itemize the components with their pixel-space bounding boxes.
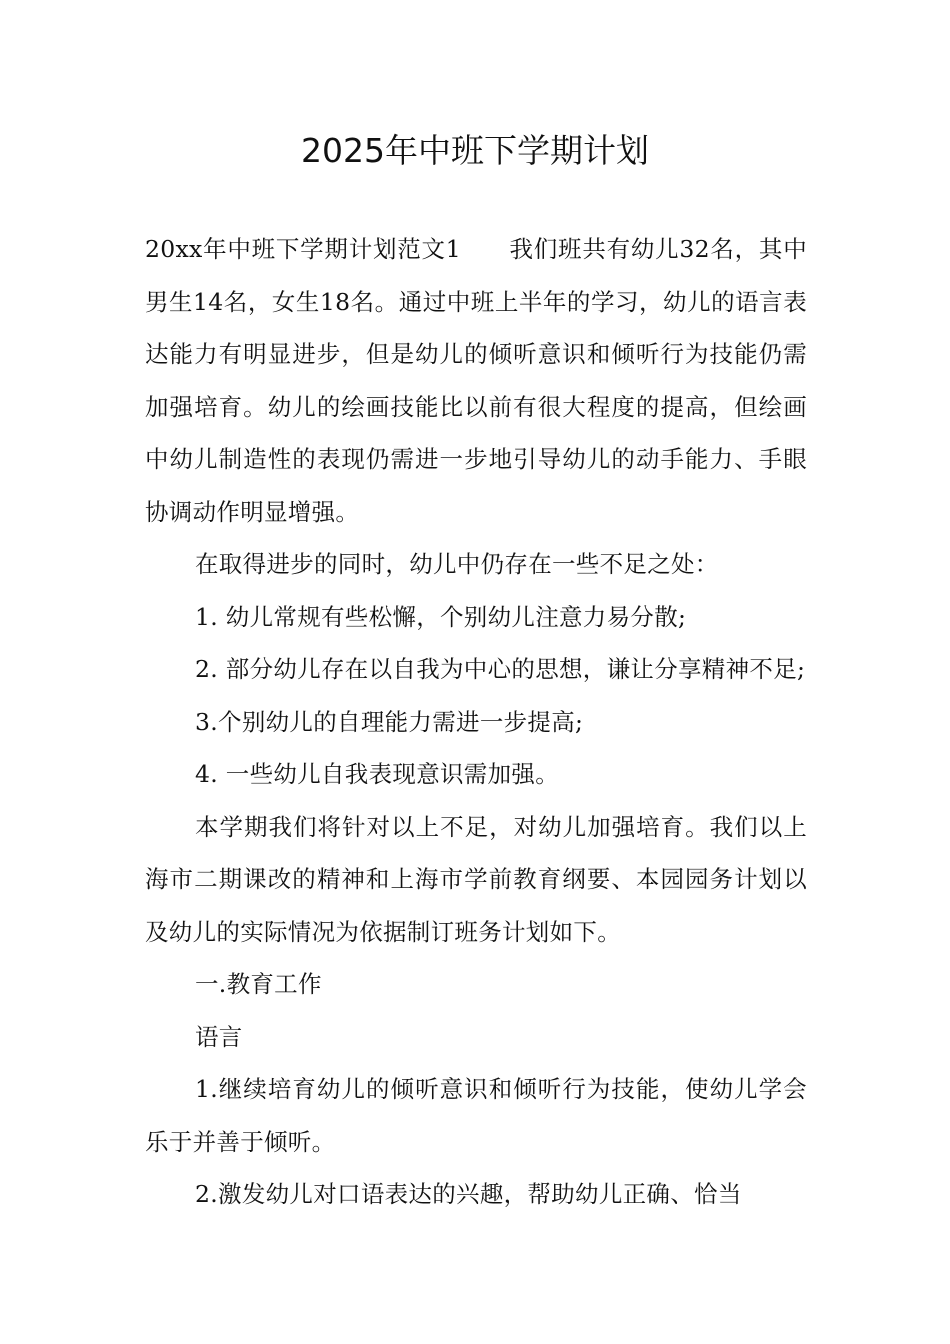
intro-lead: 20xx年中班下学期计划范文1 [145, 235, 462, 263]
document-body [145, 223, 807, 1221]
list-item: 1. 幼儿常规有些松懈，个别幼儿注意力易分散; [195, 602, 687, 631]
document-title: 2025年中班下学期计划 [301, 131, 649, 170]
list-item: 4. 一些幼儿自我表现意识需加强。 [195, 760, 559, 788]
list-item: 1.继续培育幼儿的倾听意识和倾听行为技能，使幼儿学会乐于并善于倾听。 [145, 1075, 807, 1156]
list-item: 3.个别幼儿的自理能力需进一步提高; [195, 707, 584, 736]
intro-body: 我们班共有幼儿32名，其中男生14名，女生18名。通过中班上半年的学习，幼儿的语言表达能力有明显进步，但是幼儿的倾听意识和倾听行为技能仍需加强培育。幼儿的绘画技能比以前有很大程度的提高，但绘画中幼儿制造性的表现仍需进一步地引导幼儿的动手能力、手眼协调动作明显增强。 [145, 235, 807, 526]
subsection-heading: 语言 [195, 1022, 243, 1051]
section-heading: 一.教育工作 [195, 970, 322, 998]
paragraph: 本学期我们将针对以上不足，对幼儿加强培育。我们以上海市二期课改的精神和上海市学前教育纲要、本园园务计划以及幼儿的实际情况为依据制订班务计划如下。 [145, 812, 807, 946]
list-item: 2.激发幼儿对口语表达的兴趣，帮助幼儿正确、恰当 [195, 1180, 742, 1208]
list-item: 2. 部分幼儿存在以自我为中心的思想，谦让分享精神不足; [195, 655, 806, 683]
intro-paragraph [145, 223, 807, 538]
paragraph: 在取得进步的同时，幼儿中仍存在一些不足之处： [195, 550, 719, 578]
